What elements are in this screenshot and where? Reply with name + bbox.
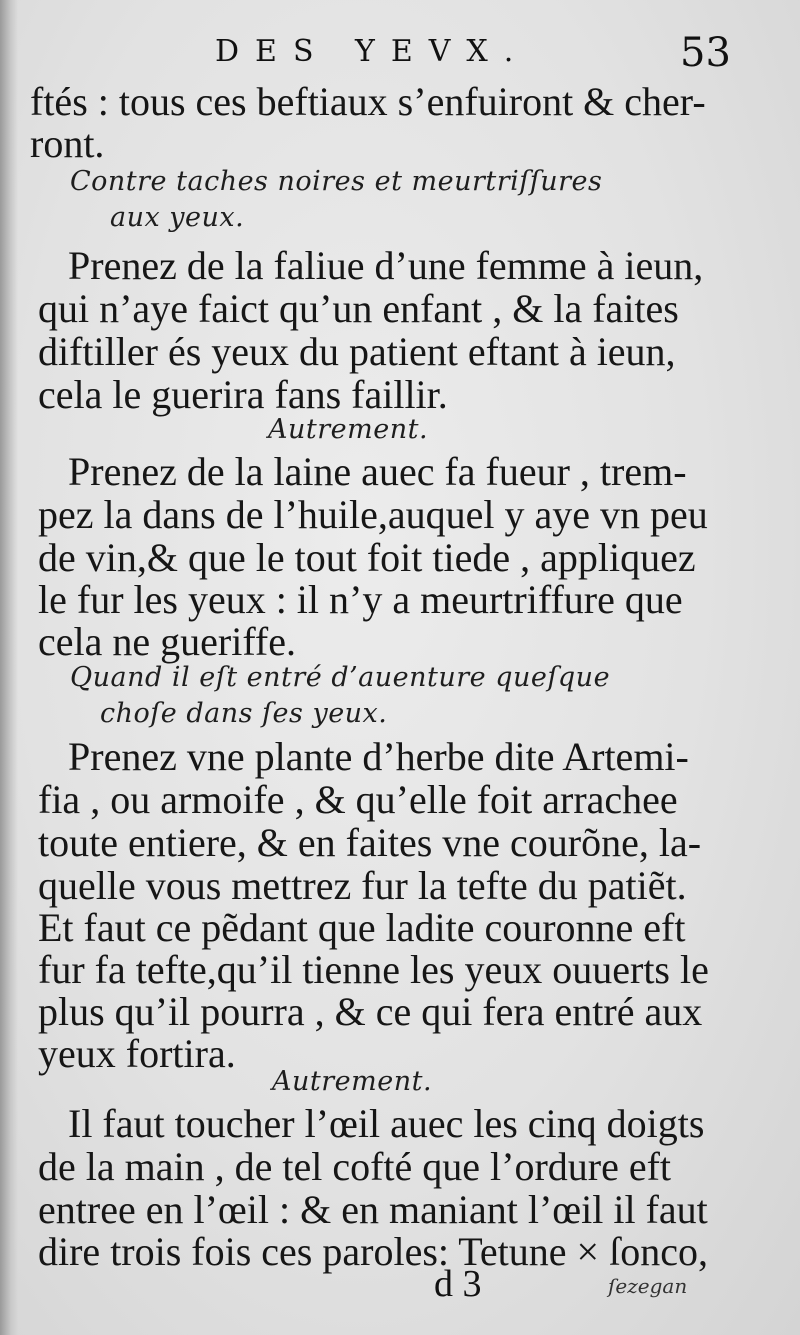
text-line: le fur les yeux : il n’y a meurtriffure que: [38, 577, 683, 622]
text-line: plus qu’il pourra , & ce qui fera entré aux: [38, 989, 703, 1034]
text-line: Il faut toucher l’œil auec les cinq doigts: [68, 1101, 705, 1146]
text-line: Prenez de la laine auec fa fueur , trem-: [68, 449, 687, 494]
page-number: 53: [680, 30, 731, 76]
text-line: fur fa tefte,qu’il tienne les yeux ouuerts le: [38, 947, 709, 992]
text-line: ront.: [30, 121, 105, 166]
text-line: qui n’aye faict qu’un enfant , & la faites: [38, 286, 679, 331]
section-heading: Contre taches noires et meurtriſſures: [70, 166, 603, 197]
text-line: quelle vous mettrez fur la tefte du patiẽt.: [38, 863, 687, 908]
section-heading: Autrement.: [268, 414, 429, 445]
text-line: dire trois fois ces paroles: Tetune × ſonco,: [38, 1229, 708, 1274]
page-gutter-shadow: [0, 0, 18, 1335]
text-line: cela le guerira fans faillir.: [38, 372, 448, 417]
text-line: ftés : tous ces beftiaux s’enfuiront & cher-: [30, 79, 706, 124]
text-line: pez la dans de l’huile,auquel y aye vn peu: [38, 492, 708, 537]
signature-mark: d 3: [434, 1263, 482, 1305]
section-heading: Quand il eſt entré d’auenture queſque: [70, 662, 611, 693]
text-line: fia , ou armoife , & qu’elle foit arrachee: [38, 777, 678, 822]
text-line: yeux fortira.: [38, 1031, 236, 1076]
section-heading: Autrement.: [272, 1066, 433, 1097]
running-header: DES YEVX.: [215, 34, 530, 69]
section-heading: aux yeux.: [110, 202, 245, 233]
text-line: de vin,& que le tout foit tiede , appliquez: [38, 535, 696, 580]
section-heading: choſe dans ſes yeux.: [100, 698, 388, 729]
text-line: Prenez de la faliue d’une femme à ieun,: [68, 243, 704, 288]
text-line: Prenez vne plante d’herbe dite Artemi-: [68, 734, 689, 779]
text-line: de la main , de tel cofté que l’ordure eft: [38, 1144, 672, 1189]
text-line: cela ne gueriffe.: [38, 619, 296, 664]
catchword: ſezegan: [608, 1274, 688, 1298]
text-line: entree en l’œil : & en maniant l’œil il faut: [38, 1187, 708, 1232]
text-line: diftiller és yeux du patient eftant à ieun,: [38, 329, 676, 374]
text-line: toute entiere, & en faites vne courõne, la-: [38, 820, 702, 865]
text-line: Et faut ce pẽdant que ladite couronne eft: [38, 905, 686, 950]
